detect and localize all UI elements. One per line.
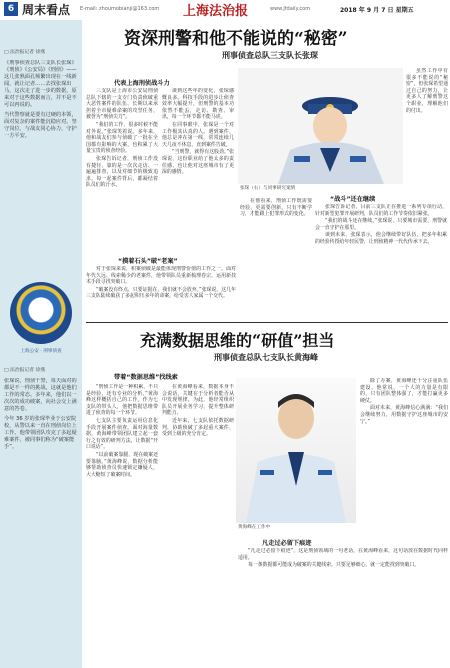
sidebar-bottom-text: 张琛说，刑侦干警，每天面对的都是不一样的挑战，这就是他们工作的常态。多年来，他们以一次次的成功破案，向社会交上满意的答卷。 今年 36 岁的张琛毕业于公安院校，从警以来一直在刑侦岗位上工作。他带领团队攻克了多起疑难案件，被同事们称为“破案能手”。 (4, 378, 77, 450)
story1-section3: 张琛告诉记者，目前三支队正在推进一系列专项行动，针对新型犯罪开展研判，队员们的工作节奏依旧紧张。 “我们的战斗还在继续。”张琛说，只要城市需要，刑警就会一直守护在那里。 谈到未来，张琛表示，他会继续带好队伍，把多年积累的经验传授给年轻民警，让刑侦精神一代代传承下去。 (315, 204, 447, 245)
story2-right-col: 除了办案，黄海峰还十分注重队伍建设。他常说，一个人的力量是有限的，只有团队整体强了，才能打赢更多硬仗。 面对未来，黄海峰信心满满：“我们会继续努力，用数据守护这座城市的安宁。” (360, 378, 448, 425)
story1-section2-title: “摸着石头”破“老案” (118, 258, 178, 265)
story1-headline: 资深刑警和他不能说的“秘密” (124, 29, 348, 49)
issue-date: 2018 年 9 月 7 日 星期五 (340, 7, 414, 14)
sidebar-byline-bottom: □ 法治报记者 徐燕 (4, 368, 46, 373)
badge-label: 上海公安 · 刑事侦查 (20, 349, 62, 354)
story1-col2: 谈到这些年的变化，张琛感慨良多。科技手段的进步让侦查效率大幅提升，但刑警的基本功依然不能丢，走访、勘查、审讯，每一个环节都不能马虎。 在同事眼中，张琛是一个对工作极其认真的人。遇到案件，他总是冲在第一线，常常连续几天几夜不休息，直到案件告破。 “当刑警，就得有这股劲。”张琛说，这份职业给了他太多的责任感，也让他对这座城市有了更深的感情。 (162, 88, 234, 176)
page-number: 6 (4, 2, 18, 16)
story2-photo-caption: 黄海峰在工作中 (238, 525, 271, 530)
story2-headline: 充满数据思维的“研值”担当 (140, 331, 335, 350)
police-badge-icon (10, 282, 72, 344)
story2-subhead: 刑事侦查总队七支队长黄海峰 (214, 353, 318, 362)
police-officer-illustration (238, 68, 403, 184)
story1-section1-title: 代表上海刑侦战斗力 (114, 80, 170, 87)
officer-portrait-illustration (236, 378, 356, 523)
section-title: 周末看点 (22, 3, 71, 17)
story2-section1-title: 带着“数据思维”找线索 (114, 374, 178, 381)
story1-section3-title: “战斗”还在继续 (330, 196, 376, 203)
story-divider (86, 322, 448, 323)
sidebar-intro: 《刑事侦查总队三支队长张琛》《刑侦》《公安局》《刑侦》——这几张熟面孔频繁出现在一线新闻，就让记者……去找张琛出马，这次走了进一步的数据，原来对于这些数据而言，并不是不可以再说的。 当代警察就是要有过硬的本领，面对复杂的案件能沉稳应对。坚守岗位，与战友同心协力，守护一方平安。 (4, 60, 77, 139)
sidebar-byline-top: □ 法治报记者 徐燕 (4, 50, 46, 55)
newspaper-name: 上海法治报 (183, 4, 249, 19)
story1-col1: 三支队是上海市公安局刑侦总队下辖的一支专门负责侦破重大恶性案件的队伍，长期以来承担着全市疑难命案的攻坚任务，被誉为“刑侦尖刀”。 “我们的工作，很多时候不能对外说。”张琛笑着说。多年来，他和战友们参与侦破了一批在全国都有影响的大案，也积累了大量宝贵的侦查经验。 张琛告诉记者，刑侦工作没有捷径，靠的是一次次走访、一遍遍排查，以及对细节的极致追求。每一起案件背后，都凝结着队员们的汗水。 (86, 88, 158, 189)
story1-photo (238, 68, 403, 184)
story2-section2: “凡走过必留下痕迹”，这是刑侦领域的一句老话，在黄海峰看来，这句话放在数据时代同样适用。 每一条数据都可能成为破案的关键线索，只要足够细心，就一定能找到突破口。 (238, 548, 448, 569)
story1-right-intro: 虽然工作中有很多不能说的“秘密”，但张琛希望通过自己的努力，让更多人了解刑警这个职业，理解他们的付出。 (406, 68, 448, 114)
contact-email: E-mail: zhoumobianji@163.com (80, 6, 160, 12)
story2-col2: 在黄海峰看来，数据本身不会说话，关键在于分析者能否从中发现规律。为此，他经常组织队员开展业务学习，提升整体研判能力。 近年来，七支队依托数据研判，协助侦破了多起重大案件，受到上级的充分肯定。 (162, 384, 234, 438)
story1-section2-cont: 在他看来，刑侦工作既需要经验，更需要创新，只有不断学习，才能跟上犯罪形式的变化。 (240, 198, 312, 218)
story2-col1: “刑侦工作是一种积累，不只是经验，还有专业的分析。”黄海峰这样概括自己的工作。作为七支队的带头人，他把数据思维带进了侦查的每一个环节。 七支队主要负责运用信息化手段开展案件侦查。面对海量数据，黄海峰带领团队建立起一套行之有效的研判方法，让数据“开口说话”。 “以前破案靠腿，现在破案还要靠脑。”黄海峰说，数据分析能够帮助侦查员快速锁定嫌疑人，大大缩短了破案时间。 (86, 384, 158, 478)
story2-photo (236, 378, 356, 523)
story1-photo-caption: 张琛（右）与同事研究案情 (240, 186, 296, 191)
website-link: www.jfdaily.com (270, 6, 311, 12)
story1-subhead: 刑事侦查总队三支队长张琛 (222, 51, 318, 60)
story1-section2: 对于张琛来说，积案侦破是最能体现刑警价值的工作之一。面对年代久远、线索稀少的老案件，他带领队员重新梳理卷宗，运用新技术手段寻找突破口。 “破案没有终点，只要证据在，我们就不会放弃。”张琛说，这几年三支队陆续破获了多起积压多年的命案，给受害人家属一个交代。 (86, 266, 236, 300)
sidebar (0, 20, 82, 668)
story2-section2-title: 凡走过必留下痕迹 (262, 540, 312, 547)
